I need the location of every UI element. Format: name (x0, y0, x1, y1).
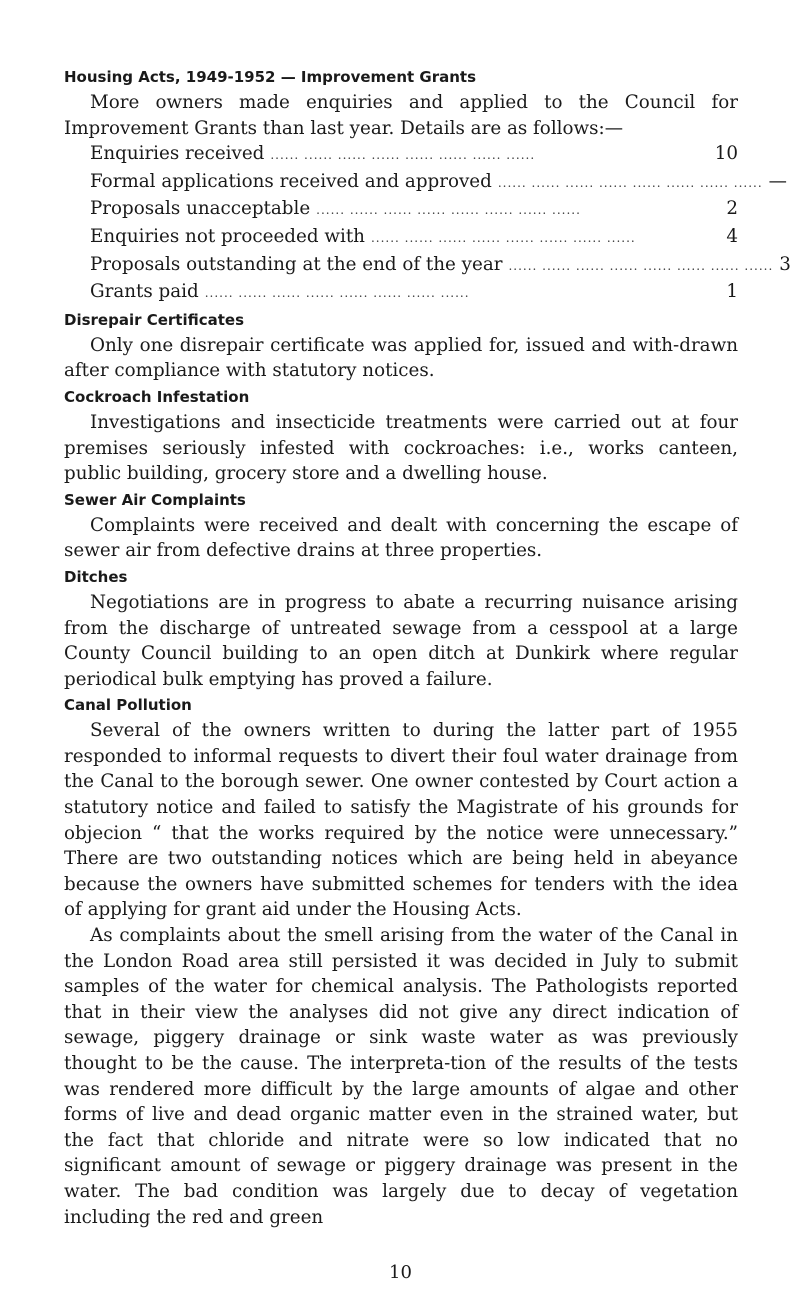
grants-row-label: Formal applications received and approved (90, 170, 492, 192)
canal-paragraph-1: Several of the owners written to during the latter part of 1955 responded to informal requests to divert their foul water drainage from the Canal to the borough sewer. One owner contested by Court action a statutory notice and failed to satisfy the Magistrate of his grounds for objecion “ that the works required by the notice were unnecessary.” There are two outstanding notices which are being held in abeyance because the owners have submitted schemes for tenders with the idea of applying for grant aid under the Housing Acts. (64, 720, 738, 921)
disrepair-text: Only one disrepair certificate was applied for, issued and with-drawn after compliance with statutory notices. (64, 334, 738, 382)
grants-row (90, 279, 738, 307)
ditches-text: Negotiations are in progress to abate a recurring nuisance arising from the discharge of untreated sewage from a cesspool at a large County Council building to an open ditch at Dunkirk where regular periodical bulk emptying has proved a failure. (64, 591, 738, 690)
grants-row-value: 1 (726, 281, 738, 303)
grants-row-label: Proposals unacceptable (90, 198, 311, 220)
page-number: 10 (389, 1262, 412, 1283)
canal-paragraph-2: As complaints about the smell arising from the water of the Canal in the London Road area still persisted it was decided in July to submit samples of the water for chemical analysis. The Pathologists reported that in their view the analyses did not give any direct indication of sewage, piggery drainage or sink waste water as was previously thought to be the cause. The interpreta-tion of the results of the tests was rendered more difficult by the large amounts of algae and other forms of live and dead organic matter even in the strained water, but the fact that chloride and nitrate were so low indicated that no significant amount of sewage or piggery drainage was present in the water. The bad condition was largely due to decay of vegetation including the red and green (64, 925, 738, 1228)
grants-row (90, 169, 787, 197)
disrepair-heading: Disrepair Certificates (64, 310, 245, 329)
grants-row (90, 224, 738, 252)
grants-row-label: Enquiries received (90, 143, 265, 165)
ditches-heading: Ditches (64, 567, 128, 586)
grants-row-value: 3 (779, 253, 791, 275)
grants-row-label: Grants paid (90, 281, 199, 303)
leader-dots: ...... ...... ...... ...... ...... ...... ...... ...... (370, 230, 636, 245)
grants-row-value: 2 (726, 198, 738, 220)
grants-row-value: — (768, 170, 787, 192)
leader-dots: ...... ...... ...... ...... ...... ...... ...... ...... (270, 148, 536, 163)
leader-dots: ...... ...... ...... ...... ...... ...... ...... ...... (316, 203, 581, 218)
grants-table (90, 141, 791, 307)
leader-dots: ...... ...... ...... ...... ...... ...... ...... ...... (508, 258, 774, 273)
grants-row-label: Enquiries not proceeded with (90, 225, 365, 247)
housing-intro: More owners made enquiries and applied to the Council for Improvement Grants than last year. Details are as follows:— (64, 92, 738, 139)
grants-row (90, 252, 791, 280)
grants-row-value: 4 (726, 225, 738, 247)
sewer-text: Complaints were received and dealt with concerning the escape of sewer air from defective drains at three properties. (64, 514, 738, 562)
cockroach-text: Investigations and insecticide treatments were carried out at four premises seriously infested with cockroaches: i.e., works canteen, public building, grocery store and a dwelling house. (64, 411, 738, 485)
leader-dots: ...... ...... ...... ...... ...... ...... ...... ...... (204, 286, 470, 301)
canal-heading: Canal Pollution (64, 696, 192, 715)
grants-row-label: Proposals outstanding at the end of the year (90, 253, 503, 275)
cockroach-heading: Cockroach Infestation (64, 387, 250, 406)
grants-row-value: 10 (714, 143, 738, 165)
housing-heading: Housing Acts, 1949-1952 — Improvement Grants (64, 68, 477, 86)
sewer-heading: Sewer Air Complaints (64, 490, 246, 509)
grants-row (90, 141, 738, 169)
grants-row (90, 196, 738, 224)
leader-dots: ...... ...... ...... ...... ...... ...... ...... ...... (497, 175, 763, 190)
